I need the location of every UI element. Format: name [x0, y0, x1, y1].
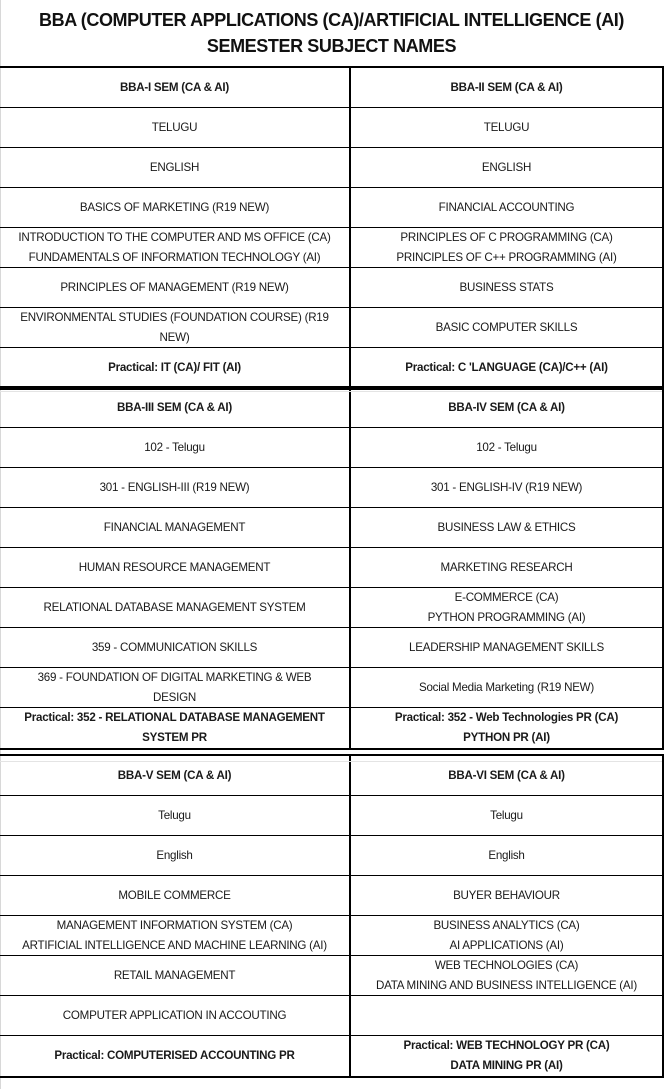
subject-cell	[0, 876, 349, 916]
subject-cell	[351, 588, 662, 628]
subject-cell-text: PRINCIPLES OF MANAGEMENT (R19 NEW)	[60, 280, 289, 294]
subject-cell-text: MOBILE COMMERCE	[118, 888, 231, 902]
semester-header-text: BBA-V SEM (CA & AI)	[117, 768, 232, 782]
semester-header	[351, 68, 662, 108]
subject-cell	[0, 148, 349, 188]
practical-cell-text: Practical: IT (CA)/ FIT (AI)	[108, 361, 241, 374]
subject-cell	[0, 628, 349, 668]
subject-cell	[351, 668, 662, 708]
subject-cell	[0, 188, 349, 228]
practical-cell-text: SYSTEM PR	[142, 731, 207, 744]
subject-cell-text: 359 - COMMUNICATION SKILLS	[91, 640, 258, 654]
subject-cell-text: RETAIL MANAGEMENT	[113, 968, 236, 982]
subject-cell-text: BUSINESS STATS	[459, 280, 554, 294]
subject-cell-text: HUMAN RESOURCE MANAGEMENT	[78, 560, 271, 574]
column-divider	[349, 756, 351, 1076]
subject-cell	[0, 108, 349, 148]
subject-cell	[0, 468, 349, 508]
subject-cell-text: TELUGU	[151, 120, 198, 134]
subject-cell	[351, 508, 662, 548]
subject-cell-text: COMPUTER APPLICATION IN ACCOUTING	[62, 1008, 287, 1022]
subject-cell-text: FINANCIAL ACCOUNTING	[438, 200, 575, 214]
subject-cell-text: BASIC COMPUTER SKILLS	[435, 320, 578, 334]
subject-cell-text: BUSINESS ANALYTICS (CA)	[433, 918, 580, 932]
subject-cell-text: ENVIRONMENTAL STUDIES (FOUNDATION COURSE) (R19	[20, 310, 329, 324]
subject-cell-text: ENGLISH	[149, 160, 200, 174]
subject-cell-text: FINANCIAL MANAGEMENT	[103, 520, 246, 534]
subject-cell	[0, 916, 349, 956]
practical-cell-text: Practical: WEB TECHNOLOGY PR (CA)	[403, 1039, 610, 1052]
semester-header	[0, 68, 349, 108]
semester-header-text: BBA-I SEM (CA & AI)	[119, 80, 230, 94]
subject-cell-text: 301 - ENGLISH-IV (R19 NEW)	[430, 480, 583, 494]
subject-cell	[351, 188, 662, 228]
subject-cell-text: 369 - FOUNDATION OF DIGITAL MARKETING & WEB	[37, 670, 312, 684]
subject-cell-text: ENGLISH	[481, 160, 532, 174]
subject-cell-text: PYTHON PROGRAMMING (AI)	[427, 610, 586, 624]
practical-cell	[0, 1036, 349, 1076]
semester-header	[0, 388, 349, 428]
subject-cell	[351, 148, 662, 188]
practical-cell	[0, 708, 349, 748]
practical-cell	[351, 1036, 662, 1076]
subject-cell	[351, 796, 662, 836]
sem-1-column	[0, 68, 349, 388]
subject-cell-text: TELUGU	[483, 120, 530, 134]
subject-cell	[0, 836, 349, 876]
subject-cell	[351, 628, 662, 668]
subject-cell-text: MANAGEMENT INFORMATION SYSTEM (CA)	[56, 918, 293, 932]
subject-cell	[351, 108, 662, 148]
subject-cell	[0, 508, 349, 548]
subject-cell	[351, 916, 662, 956]
subject-cell-text: Telugu	[490, 808, 523, 822]
subject-cell-text: BUSINESS LAW & ETHICS	[437, 520, 576, 534]
subject-cell-text: NEW)	[159, 330, 190, 344]
column-divider	[349, 68, 351, 388]
subject-cell	[351, 468, 662, 508]
subject-cell-text: MARKETING RESEARCH	[440, 560, 573, 574]
practical-cell-text: PYTHON PR (AI)	[463, 731, 550, 744]
subject-cell	[351, 428, 662, 468]
page-title-line-1: BBA (COMPUTER APPLICATIONS (CA)/ARTIFICIAL INTELLIGENCE (AI)	[39, 10, 624, 30]
practical-cell-text: Practical: 352 - Web Technologies PR (CA)	[394, 711, 619, 724]
subject-cell	[0, 228, 349, 268]
subject-cell	[351, 308, 662, 348]
practical-cell	[0, 348, 349, 388]
subject-cell	[351, 268, 662, 308]
column-divider	[349, 388, 351, 748]
subject-cell	[351, 836, 662, 876]
subject-cell-text: RELATIONAL DATABASE MANAGEMENT SYSTEM	[43, 600, 306, 614]
sem-5-column	[0, 756, 349, 1076]
subject-cell	[0, 796, 349, 836]
practical-cell	[351, 348, 662, 388]
semester-header-text: BBA-VI SEM (CA & AI)	[448, 768, 565, 782]
subject-cell	[0, 996, 349, 1036]
subject-cell-text: FUNDAMENTALS OF INFORMATION TECHNOLOGY (AI)	[28, 250, 321, 264]
subject-cell-text: LEADERSHIP MANAGEMENT SKILLS	[409, 640, 604, 654]
subject-cell-text: DESIGN	[153, 690, 196, 704]
subject-cell-text: BASICS OF MARKETING (R19 NEW)	[79, 200, 270, 214]
subject-cell-text: PRINCIPLES OF C PROGRAMMING (CA)	[400, 230, 613, 244]
subject-cell-text: PRINCIPLES OF C++ PROGRAMMING (AI)	[396, 250, 617, 264]
section-gap-line	[0, 391, 662, 392]
subject-cell	[0, 428, 349, 468]
subject-cell-text: 301 - ENGLISH-III (R19 NEW)	[99, 480, 250, 494]
subject-cell-text: BUYER BEHAVIOUR	[453, 888, 560, 902]
subject-cell-text: English	[156, 848, 193, 862]
subject-cell-text: 102 - Telugu	[476, 440, 537, 454]
semester-header-text: BBA-IV SEM (CA & AI)	[448, 400, 565, 414]
subject-cell	[351, 548, 662, 588]
subject-cell	[351, 228, 662, 268]
semester-section	[0, 386, 664, 750]
practical-cell	[351, 708, 662, 748]
sem-4-column	[351, 388, 662, 748]
semester-section	[0, 66, 664, 390]
subject-cell-text: Social Media Marketing (R19 NEW)	[419, 680, 594, 694]
subject-cell-text: DATA MINING AND BUSINESS INTELLIGENCE (AI)	[376, 978, 637, 992]
semester-header-text: BBA-II SEM (CA & AI)	[450, 80, 563, 94]
semester-header	[351, 756, 662, 796]
subject-cell-text: 102 - Telugu	[144, 440, 205, 454]
subject-cell	[0, 956, 349, 996]
practical-cell-text: DATA MINING PR (AI)	[450, 1059, 563, 1072]
subject-cell	[351, 956, 662, 996]
practical-cell-text: Practical: COMPUTERISED ACCOUNTING PR	[54, 1049, 295, 1062]
semester-header	[0, 756, 349, 796]
semester-header	[351, 388, 662, 428]
practical-cell-text: Practical: 352 - RELATIONAL DATABASE MANAGEMENT	[24, 711, 325, 724]
subject-cell	[0, 308, 349, 348]
subject-cell	[0, 268, 349, 308]
subject-cell-text: AI APPLICATIONS (AI)	[449, 938, 564, 952]
section-gap-line	[0, 761, 662, 762]
practical-cell-text: Practical: C 'LANGUAGE (CA)/C++ (AI)	[405, 361, 608, 374]
semester-header-text: BBA-III SEM (CA & AI)	[117, 400, 232, 414]
subject-cell-text: E-COMMERCE (CA)	[454, 590, 559, 604]
subject-cell	[351, 996, 662, 1036]
subject-cell-text: English	[488, 848, 525, 862]
subject-cell-text: INTRODUCTION TO THE COMPUTER AND MS OFFICE (CA)	[18, 230, 331, 244]
subject-cell-text: ARTIFICIAL INTELLIGENCE AND MACHINE LEARNING (AI)	[22, 938, 327, 952]
subject-cell	[0, 588, 349, 628]
subject-cell-text: WEB TECHNOLOGIES (CA)	[434, 958, 579, 972]
sem-3-column	[0, 388, 349, 748]
subject-cell	[0, 668, 349, 708]
sem-2-column	[351, 68, 662, 388]
page-title-line-2: SEMESTER SUBJECT NAMES	[206, 36, 457, 56]
page-title	[0, 0, 663, 66]
subject-cell	[351, 876, 662, 916]
sem-6-column	[351, 756, 662, 1076]
subject-cell	[0, 548, 349, 588]
subject-cell-text: Telugu	[158, 808, 191, 822]
semester-section	[0, 754, 664, 1078]
